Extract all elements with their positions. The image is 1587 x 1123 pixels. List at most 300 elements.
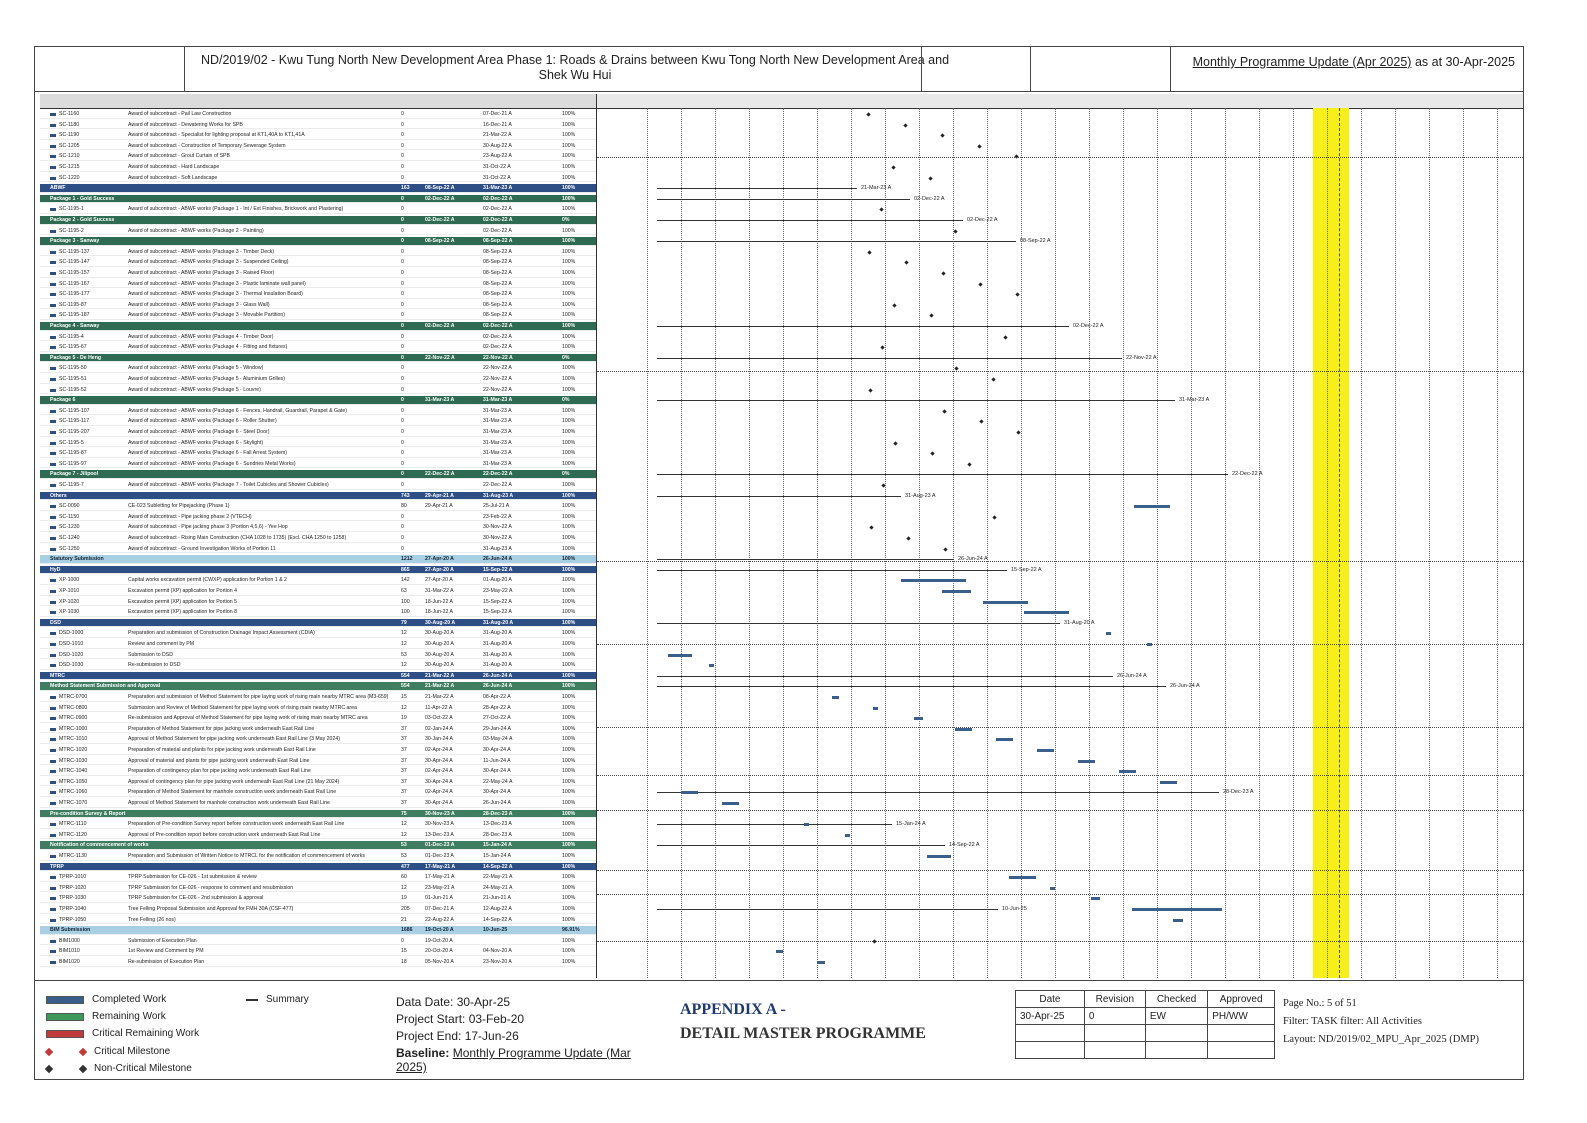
summary-bar (657, 474, 1228, 475)
duration: 554 (401, 683, 410, 690)
percent-complete: 100% (562, 280, 576, 287)
duration: 554 (401, 672, 410, 679)
milestone-marker (942, 409, 946, 413)
table-row[interactable] (40, 110, 596, 119)
duration: 75 (401, 810, 407, 817)
activity-id: BIM1020 (50, 958, 126, 967)
percent-complete: 100% (562, 651, 576, 658)
table-row[interactable] (40, 534, 596, 543)
activity-name: Award of subcontract - Dewatering Works for SPB (128, 121, 243, 128)
duration: 37 (401, 800, 407, 806)
activity-id: DSD-1030 (50, 661, 126, 670)
table-row[interactable] (40, 788, 596, 797)
activity-id: SC-1195-7 (50, 481, 126, 490)
duration: 1212 (401, 556, 413, 563)
table-row[interactable] (40, 386, 596, 395)
activity-bar (983, 601, 1028, 604)
summary-bar (657, 199, 910, 200)
percent-complete: 100% (562, 429, 576, 435)
gantt-date-label: 28-Dec-23 A (1223, 789, 1254, 796)
activity-id: Package 2 - Gold Success (50, 217, 115, 223)
finish-date: 21-Jun-21 A (483, 895, 511, 902)
duration: 0 (401, 460, 404, 467)
percent-complete: 96.91% (562, 927, 580, 934)
activity-id: Package 6 (50, 397, 76, 404)
milestone-marker (979, 420, 983, 424)
activity-id: SC-1215 (50, 163, 126, 172)
activity-name: TPRP Submission for CE-026 - response to comment and resubmission (128, 884, 294, 891)
activity-bar (1132, 908, 1222, 911)
table-row[interactable] (40, 205, 596, 214)
table-row[interactable] (40, 311, 596, 320)
gantt-date-label: 14-Sep-22 A (949, 842, 980, 849)
finish-date: 26-Jun-24 A (483, 672, 513, 679)
percent-complete: 100% (562, 450, 576, 457)
percent-complete: 0% (562, 217, 570, 223)
table-row[interactable] (40, 184, 596, 193)
finish-date: 15-Jan-24 A (483, 853, 511, 859)
duration: 37 (401, 768, 407, 775)
percent-complete: 100% (562, 248, 576, 255)
activity-bar (817, 961, 825, 964)
milestone-marker (928, 176, 932, 180)
gantt-date-label: 26-Jun-24 A (958, 556, 988, 563)
activity-bar (996, 738, 1013, 741)
activity-name: Preparation of contingency plan for pipe jacking work underneath East Rail Line (128, 768, 311, 775)
finish-date: 31-Aug-23 A (483, 492, 514, 499)
finish-date: 15-Sep-22 A (483, 598, 512, 605)
revision-value-row (1016, 1008, 1275, 1025)
start-date: 19-Oct-20 A (425, 937, 453, 944)
percent-complete: 100% (562, 460, 576, 467)
table-row[interactable] (40, 375, 596, 384)
table-row[interactable] (40, 333, 596, 342)
table-row[interactable] (40, 682, 596, 691)
table-row[interactable] (40, 587, 596, 596)
table-row[interactable] (40, 598, 596, 607)
critical-milestone-icon (79, 1047, 87, 1055)
start-date: 02-Dec-22 A (425, 323, 455, 329)
duration: 0 (401, 217, 404, 223)
table-row[interactable] (40, 269, 596, 278)
activity-id: TPRP (50, 863, 64, 870)
finish-date: 26-Jun-24 A (483, 683, 513, 690)
table-row[interactable] (40, 216, 596, 225)
finish-date: 28-Apr-22 A (483, 704, 511, 711)
start-date: 21-Mar-22 A (425, 672, 455, 679)
activity-name: Submission and Review of Method Statement for pipe laying work of rising main nearby MTRC area (128, 704, 357, 711)
duration: 0 (401, 153, 404, 160)
activity-name: Award of subcontract - Rising Main Construction (CHA 1028 to 1735) (Excl. CHA 1250 to 1258) (128, 535, 347, 541)
table-row[interactable] (40, 841, 596, 850)
table-row[interactable] (40, 195, 596, 204)
finish-date: 30-Apr-24 A (483, 789, 511, 796)
activity-name: Award of subcontract - ABWF works (Package 4 - Timber Door) (128, 333, 274, 340)
activity-id: TPRP-1030 (50, 894, 126, 903)
start-date: 23-May-21 A (425, 884, 455, 891)
legend-label: Non-Critical Milestone (94, 1063, 192, 1074)
table-row[interactable] (40, 958, 596, 967)
start-date: 02-Dec-22 A (425, 217, 455, 223)
duration: 100 (401, 598, 410, 605)
duration: 37 (401, 736, 407, 743)
percent-complete: 100% (562, 810, 576, 817)
duration: 63 (401, 588, 407, 594)
legend-label: Summary (266, 994, 309, 1005)
activity-name: Award of subcontract - Hard Landscape (128, 164, 220, 170)
start-date: 30-Apr-24 A (425, 757, 453, 764)
gantt-chart (596, 94, 1523, 978)
legend-critical-milestone (46, 1046, 170, 1057)
activity-id: SC-0090 (50, 502, 126, 511)
table-row[interactable] (40, 280, 596, 289)
summary-bar (657, 559, 954, 560)
finish-date: 31-Oct-22 A (483, 164, 511, 170)
table-row[interactable] (40, 152, 596, 161)
data-date: Data Date: 30-Apr-25 (396, 995, 511, 1009)
milestone-marker (872, 939, 876, 943)
percent-complete: 100% (562, 365, 576, 372)
legend-label: Critical Milestone (94, 1046, 171, 1057)
duration: 865 (401, 566, 410, 573)
table-row[interactable] (40, 545, 596, 554)
activity-id: BIM1000 (50, 937, 126, 946)
duration: 0 (401, 270, 404, 276)
table-row[interactable] (40, 290, 596, 299)
percent-complete: 100% (562, 884, 576, 891)
table-row[interactable] (40, 905, 596, 914)
table-row[interactable] (40, 831, 596, 840)
table-row[interactable] (40, 492, 596, 501)
activity-id: XP-1000 (50, 576, 126, 585)
start-date: 02-Dec-22 A (425, 195, 455, 202)
table-row[interactable] (40, 767, 596, 776)
duration: 0 (401, 418, 404, 425)
table-row[interactable] (40, 947, 596, 956)
table-row[interactable] (40, 407, 596, 416)
table-row[interactable] (40, 735, 596, 744)
timescale-gridline (1123, 108, 1124, 978)
table-row[interactable] (40, 672, 596, 681)
table-row[interactable] (40, 608, 596, 617)
finish-date: 31-Aug-20 A (483, 630, 512, 637)
percent-complete: 0% (562, 397, 570, 404)
table-row[interactable] (40, 227, 596, 236)
table-row[interactable] (40, 576, 596, 585)
table-row[interactable] (40, 852, 596, 861)
finish-date: 16-Dec-21 A (483, 121, 512, 128)
activity-name: Award of subcontract - ABWF works (Package 3 - Movable Partition) (128, 312, 286, 319)
table-row[interactable] (40, 693, 596, 702)
timescale-gridline (647, 108, 648, 978)
table-row[interactable] (40, 640, 596, 649)
duration: 0 (401, 545, 404, 552)
gantt-date-label: 22-Dec-22 A (1232, 471, 1263, 478)
legend-label: Remaining Work (92, 1011, 166, 1022)
table-row[interactable] (40, 799, 596, 808)
gantt-date-label: 21-Mar-23 A (861, 185, 892, 192)
row-band-gridline (597, 157, 1523, 158)
table-row[interactable] (40, 884, 596, 893)
table-row[interactable] (40, 131, 596, 140)
table-row[interactable] (40, 873, 596, 882)
table-row[interactable] (40, 142, 596, 151)
table-row[interactable] (40, 778, 596, 787)
activity-id: SC-1195-167 (50, 280, 126, 289)
activity-id: Notification of commencement of works (50, 842, 149, 849)
percent-complete: 100% (562, 821, 576, 828)
activity-id: Package 4 - Sanway (50, 323, 100, 329)
revision-value: 30-Apr-25 (1016, 1008, 1085, 1025)
activity-name: Award of subcontract - ABWF works (Package 6 - Fall Arrest System) (128, 450, 288, 457)
duration: 743 (401, 492, 410, 499)
activity-name: Preparation of Pre-condition Survey report before construction work underneath East Rail Line (128, 821, 345, 828)
table-row[interactable] (40, 810, 596, 819)
legend-swatch (46, 1030, 84, 1038)
finish-date: 31-Mar-23 A (483, 185, 513, 192)
percent-complete: 100% (562, 238, 576, 245)
percent-complete: 100% (562, 142, 576, 149)
update-link[interactable]: Monthly Programme Update (Apr 2025) (1192, 55, 1412, 69)
gantt-date-label: 15-Sep-22 A (1011, 566, 1042, 573)
table-row[interactable] (40, 417, 596, 426)
duration: 0 (401, 301, 404, 308)
finish-date: 22-Nov-22 A (483, 365, 512, 372)
activity-name: Preparation of Method Statement for manhole construction work underneath East Rail Line (128, 789, 337, 796)
duration: 0 (401, 397, 404, 404)
table-row[interactable] (40, 894, 596, 903)
duration: 0 (401, 121, 404, 128)
table-row[interactable] (40, 704, 596, 713)
table-row[interactable] (40, 121, 596, 130)
activity-id: SC-1195-207 (50, 428, 126, 437)
table-row[interactable] (40, 863, 596, 872)
finish-date: 31-Mar-23 A (483, 407, 512, 414)
finish-date: 02-Dec-22 A (483, 344, 512, 351)
percent-complete: 100% (562, 736, 576, 743)
table-row[interactable] (40, 523, 596, 532)
activity-name: Award of subcontract - ABWF works (Package 6 - Skylight) (128, 439, 264, 446)
table-row[interactable] (40, 428, 596, 437)
row-band-gridline (597, 644, 1523, 645)
finish-date: 26-Jun-24 A (483, 556, 513, 563)
table-row[interactable] (40, 460, 596, 469)
table-row[interactable] (40, 502, 596, 511)
duration: 12 (401, 704, 407, 711)
finish-date: 08-Sep-22 A (483, 248, 512, 255)
table-row[interactable] (40, 661, 596, 670)
start-date: 20-Oct-20 A (425, 948, 453, 955)
timescale-gridline (1429, 108, 1430, 978)
finish-date: 30-Nov-22 A (483, 524, 512, 531)
milestone-marker (879, 208, 883, 212)
finish-date: 30-Apr-24 A (483, 747, 511, 753)
activity-name: Award of subcontract - ABWF works (Package 6 - Steel Door) (128, 429, 270, 435)
percent-complete: 100% (562, 789, 576, 796)
finish-date: 22-Dec-22 A (483, 482, 512, 488)
activity-id: Package 7 - Jilipool (50, 471, 99, 478)
percent-complete: 100% (562, 111, 576, 117)
activity-name: Preparation and Submission of Written Notice to MTRCL for the notification of commencement of works (128, 853, 365, 859)
duration: 37 (401, 789, 407, 796)
table-row[interactable] (40, 301, 596, 310)
summary-bar (657, 623, 1060, 624)
table-row[interactable] (40, 566, 596, 575)
activity-name: Award of subcontract - ABWF works (Package 3 - Plastic laminate wall panel) (128, 280, 306, 287)
percent-complete: 100% (562, 407, 576, 414)
percent-complete: 100% (562, 418, 576, 425)
percent-complete: 100% (562, 831, 576, 838)
activity-id: XP-1020 (50, 598, 126, 607)
activity-name: Award of subcontract - Construction of Temporary Sewerage System (128, 142, 286, 149)
table-row[interactable] (40, 322, 596, 331)
start-date: 30-Apr-24 A (425, 778, 453, 785)
summary-bar (657, 845, 945, 846)
finish-date: 22-Nov-22 A (483, 376, 512, 382)
summary-bar (657, 676, 1113, 677)
milestone-marker (892, 303, 896, 307)
duration: 0 (401, 439, 404, 446)
activity-name: TPRP Submission for CE-026 - 1st submission & review (128, 874, 257, 881)
filter-info: Filter: TASK filter: All Activities (1283, 1016, 1422, 1027)
table-row[interactable] (40, 481, 596, 490)
finish-date: 22-Dec-22 A (483, 471, 513, 478)
activity-id: XP-1030 (50, 608, 126, 617)
table-row[interactable] (40, 513, 596, 522)
activity-id: SC-1195-4 (50, 333, 126, 342)
activity-name: Award of subcontract - Soft Landscape (128, 174, 218, 181)
duration: 0 (401, 333, 404, 340)
table-row[interactable] (40, 237, 596, 246)
start-date: 17-May-21 A (425, 874, 455, 881)
timescale-gridline (1463, 108, 1464, 978)
revision-header: Revision (1084, 991, 1145, 1008)
table-row[interactable] (40, 439, 596, 448)
activity-id: BIM Submission (50, 927, 91, 934)
activity-name: Submission of Execution Plan (128, 937, 197, 944)
table-row[interactable] (40, 258, 596, 267)
duration: 80 (401, 503, 407, 510)
table-row[interactable] (40, 555, 596, 564)
percent-complete: 0% (562, 471, 570, 478)
finish-date: 08-Sep-22 A (483, 280, 512, 287)
table-row[interactable] (40, 651, 596, 660)
table-row[interactable] (40, 926, 596, 935)
table-row[interactable] (40, 248, 596, 257)
timescale-gridline (1191, 108, 1192, 978)
finish-date: 14-Sep-22 A (483, 916, 512, 923)
table-row[interactable] (40, 746, 596, 755)
table-row[interactable] (40, 714, 596, 723)
finish-date: 15-Sep-22 A (483, 609, 512, 616)
activity-id: SC-1195-147 (50, 258, 126, 267)
activity-name: Review and comment by PM (128, 641, 195, 647)
baseline (396, 1046, 646, 1074)
duration: 60 (401, 874, 407, 881)
finish-date: 31-Mar-23 A (483, 460, 512, 467)
table-row[interactable] (40, 725, 596, 734)
duration: 0 (401, 195, 404, 202)
table-row[interactable] (40, 396, 596, 405)
gantt-date-label: 02-Dec-22 A (967, 217, 998, 223)
duration: 79 (401, 619, 407, 626)
finish-date: 14-Sep-22 A (483, 863, 513, 870)
finish-date: 31-Mar-23 A (483, 397, 513, 404)
finish-date: 15-Sep-22 A (483, 566, 513, 573)
legend-label: Critical Remaining Work (92, 1028, 200, 1039)
duration: 18 (401, 959, 407, 965)
percent-complete: 100% (562, 312, 576, 319)
finish-date: 23-Aug-22 A (483, 153, 512, 160)
timescale-gridline (919, 108, 920, 978)
table-row[interactable] (40, 757, 596, 766)
revision-empty-row (1016, 1042, 1275, 1059)
table-row[interactable] (40, 629, 596, 638)
start-date: 27-Apr-20 A (425, 556, 454, 563)
activity-id: SC-1195-2 (50, 227, 126, 236)
timescale-gridline (987, 108, 988, 978)
activity-name: Award of subcontract - ABWF works (Package 7 - Toilet Cubicles and Shower Cubicles) (128, 482, 329, 488)
percent-complete: 100% (562, 768, 576, 775)
activity-name: Award of subcontract - ABWF works (Package 6 - Roller Shutter) (128, 418, 277, 425)
table-row[interactable] (40, 916, 596, 925)
finish-date: 02-Dec-22 A (483, 206, 512, 213)
percent-complete: 100% (562, 588, 576, 594)
activity-bar (1009, 876, 1036, 879)
activity-id: SC-1205 (50, 142, 126, 151)
duration: 12 (401, 884, 407, 891)
summary-bar (657, 909, 998, 910)
duration: 37 (401, 757, 407, 764)
percent-complete: 100% (562, 662, 576, 669)
activity-bar (927, 855, 951, 858)
finish-date: 31-Mar-23 A (483, 439, 512, 446)
duration: 0 (401, 535, 404, 541)
duration: 0 (401, 429, 404, 435)
gantt-date-label: 15-Jan-24 A (896, 821, 926, 828)
table-row[interactable] (40, 343, 596, 352)
table-row[interactable] (40, 619, 596, 628)
table-row[interactable] (40, 163, 596, 172)
duration: 0 (401, 386, 404, 393)
start-date: 19-Oct-20 A (425, 927, 454, 934)
milestone-marker (866, 112, 870, 116)
activity-name: Preparation of material and plants for pipe jacking work underneath East Rail Line (128, 747, 316, 753)
duration: 37 (401, 778, 407, 785)
table-row[interactable] (40, 470, 596, 479)
start-date: 30-Aug-20 A (425, 651, 454, 658)
activity-id: SC-1195-5 (50, 439, 126, 448)
timescale-gridline (1361, 108, 1362, 978)
finish-date: 02-Dec-22 A (483, 217, 513, 223)
activity-id: HyD (50, 566, 61, 573)
duration: 37 (401, 725, 407, 732)
summary-bar (657, 326, 1069, 327)
table-row[interactable] (40, 364, 596, 373)
duration: 0 (401, 344, 404, 351)
table-row[interactable] (40, 354, 596, 363)
activity-id: DSD-1020 (50, 651, 126, 660)
table-row[interactable] (40, 937, 596, 946)
percent-complete: 100% (562, 725, 576, 732)
table-row[interactable] (40, 820, 596, 829)
table-row[interactable] (40, 449, 596, 458)
start-date: 01-Dec-23 A (425, 853, 454, 859)
percent-complete: 100% (562, 853, 576, 859)
percent-complete: 100% (562, 863, 576, 870)
table-row[interactable] (40, 174, 596, 183)
start-date: 30-Nov-23 A (425, 810, 455, 817)
